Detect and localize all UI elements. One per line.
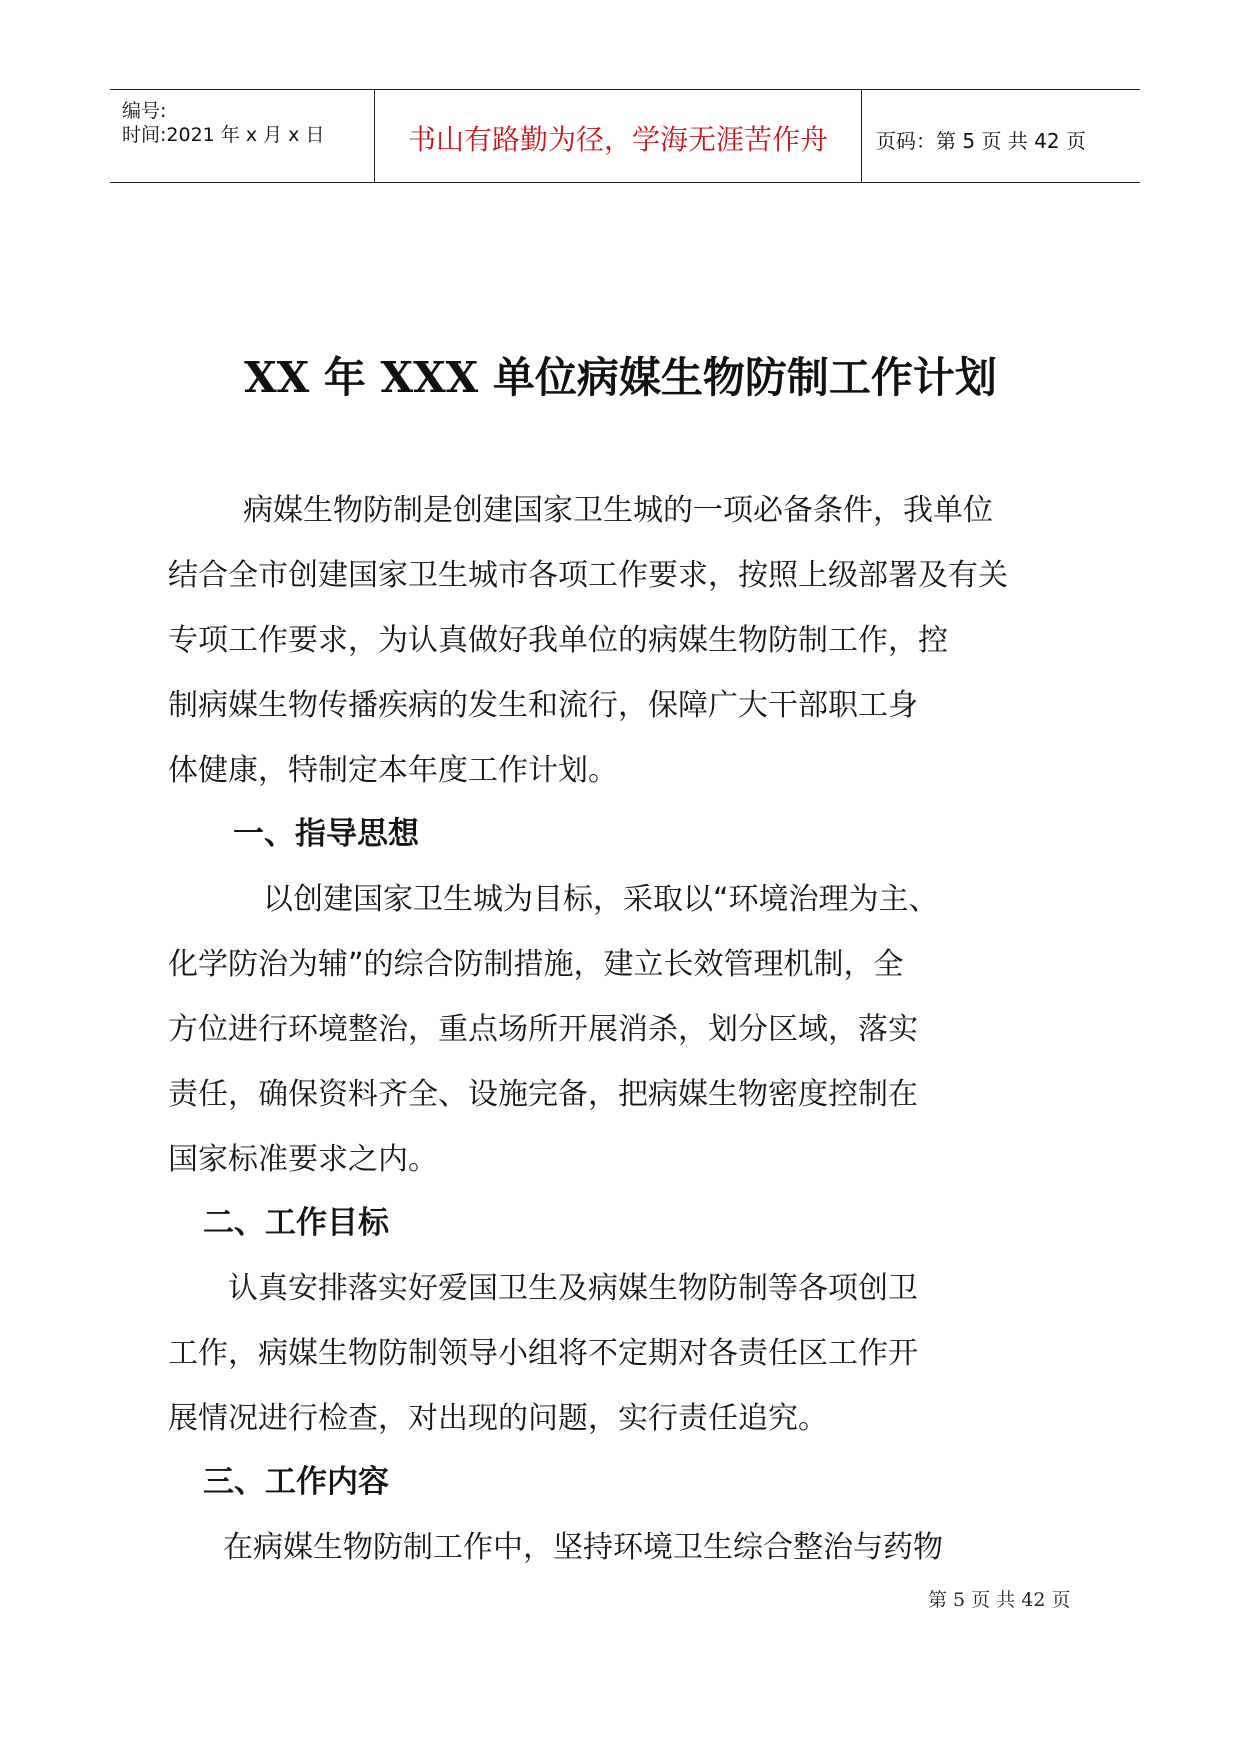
page-code: 页码：第 5 页 共 42 页 xyxy=(876,129,1086,153)
body-line: 制病媒生物传播疾病的发生和流行，保障广大干部职工身 xyxy=(168,688,918,723)
motto: 书山有路勤为径，学海无涯苦作舟 xyxy=(407,123,828,156)
document-title: XX 年 XXX 单位病媒生物防制工作计划 xyxy=(244,353,997,402)
body-line: 结合全市创建国家卫生城市各项工作要求，按照上级部署及有关 xyxy=(168,558,1008,593)
body-line: 国家标准要求之内。 xyxy=(168,1142,438,1177)
body-line: 展情况进行检查，对出现的问题，实行责任追究。 xyxy=(168,1401,828,1436)
header-page-cell xyxy=(861,90,1140,182)
body-line: 责任，确保资料齐全、设施完备，把病媒生物密度控制在 xyxy=(168,1077,918,1112)
header-table xyxy=(110,89,1140,183)
section-heading: 一、指导思想 xyxy=(233,816,419,852)
header-left-cell xyxy=(110,90,374,182)
body-line: 化学防治为辅”的综合防制措施，建立长效管理机制，全 xyxy=(168,947,904,982)
serial-label: 编号: xyxy=(122,100,167,122)
header-motto-cell xyxy=(374,90,862,182)
page-footer: 第 5 页 共 42 页 xyxy=(928,1589,1071,1611)
body-line: 工作，病媒生物防制领导小组将不定期对各责任区工作开 xyxy=(168,1336,918,1371)
body-line: 在病媒生物防制工作中，坚持环境卫生综合整治与药物 xyxy=(223,1530,943,1565)
section-heading: 三、工作内容 xyxy=(203,1464,389,1500)
time-label: 时间:2021 年 x 月 x 日 xyxy=(122,124,325,146)
body-line: 以创建国家卫生城为目标，采取以“环境治理为主、 xyxy=(263,882,939,917)
body-line: 认真安排落实好爱国卫生及病媒生物防制等各项创卫 xyxy=(228,1271,918,1306)
body-line: 专项工作要求，为认真做好我单位的病媒生物防制工作，控 xyxy=(168,623,948,658)
body-line: 方位进行环境整治，重点场所开展消杀，划分区域，落实 xyxy=(168,1012,918,1047)
section-heading: 二、工作目标 xyxy=(203,1205,389,1241)
body-line: 体健康，特制定本年度工作计划。 xyxy=(168,753,618,788)
body-line: 病媒生物防制是创建国家卫生城的一项必备条件，我单位 xyxy=(243,493,993,528)
